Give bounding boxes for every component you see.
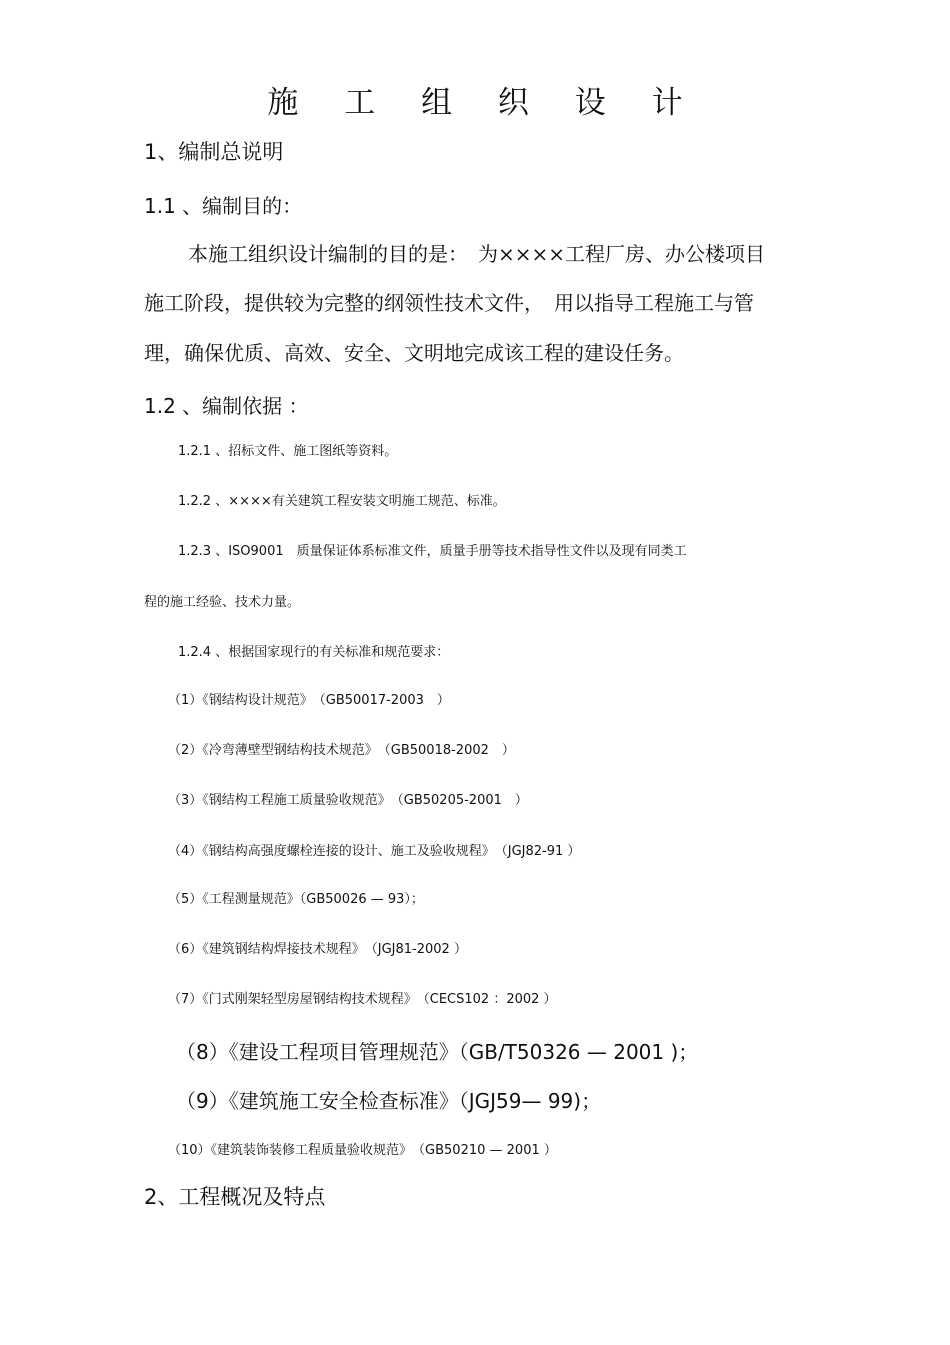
reference-6: （6）《建筑钢结构焊接技术规程》 （JGJ81-2002 ） (168, 942, 467, 957)
basis-item-1-2-3-line-2: 程的施工经验、技术力量。 (144, 595, 301, 610)
section-1-1-heading: 1.1 、编制目的： (144, 194, 303, 218)
section-1-2-heading: 1.2 、编制依据 ： (144, 394, 309, 418)
section-1-heading: 1、编制总说明 (144, 140, 284, 164)
reference-2: （2）《冷弯薄壁型钢结构技术规范》 （GB50018-2002 ） (168, 743, 515, 758)
reference-10: （10）《建筑装饰装修工程质量验收规范》 （GB50210 — 2001 ） (168, 1143, 557, 1158)
purpose-paragraph-line-3: 理，确保优质、高效、安全、文明地完成该工程的建设任务。 (144, 341, 684, 365)
basis-item-1-2-3-line-1: 1.2.3 、ISO9001 质量保证体系标准文件，质量手册等技术指导性文件以及现有同类工 (178, 544, 687, 559)
document-title: 施 工 组 织 设 计 (267, 85, 701, 121)
purpose-paragraph-line-2: 施工阶段，提供较为完整的纲领性技术文件， 用以指导工程施工与管 (144, 291, 754, 315)
reference-3: （3）《钢结构工程施工质量验收规范》 （GB50205-2001 ） (168, 793, 528, 808)
reference-4: （4）《钢结构高强度螺栓连接的设计、施工及验收规程》 （JGJ82-91 ） (168, 844, 581, 859)
reference-8: （8）《建设工程项目管理规范》（GB/T50326 — 2001 )； (176, 1040, 699, 1064)
section-2-heading: 2、工程概况及特点 (144, 1185, 326, 1209)
basis-item-1-2-1: 1.2.1 、招标文件、施工图纸等资料。 (178, 444, 398, 459)
reference-5: （5）《工程测量规范》（GB50026 — 93）； (168, 892, 424, 907)
basis-item-1-2-4: 1.2.4 、根据国家现行的有关标准和规范要求： (178, 645, 450, 660)
reference-9: （9）《建筑施工安全检查标准》（JGJ59— 99)； (176, 1089, 602, 1113)
purpose-paragraph-line-1: 本施工组织设计编制的目的是： 为××××工程厂房、办公楼项目 (188, 242, 766, 266)
reference-7: （7）《门式刚架轻型房屋钢结构技术规程》 （CECS102 ：2002 ） (168, 992, 557, 1007)
reference-1: （1）《钢结构设计规范》 （GB50017-2003 ） (168, 693, 450, 708)
basis-item-1-2-2: 1.2.2 、××××有关建筑工程安装文明施工规范、标准。 (178, 494, 506, 509)
